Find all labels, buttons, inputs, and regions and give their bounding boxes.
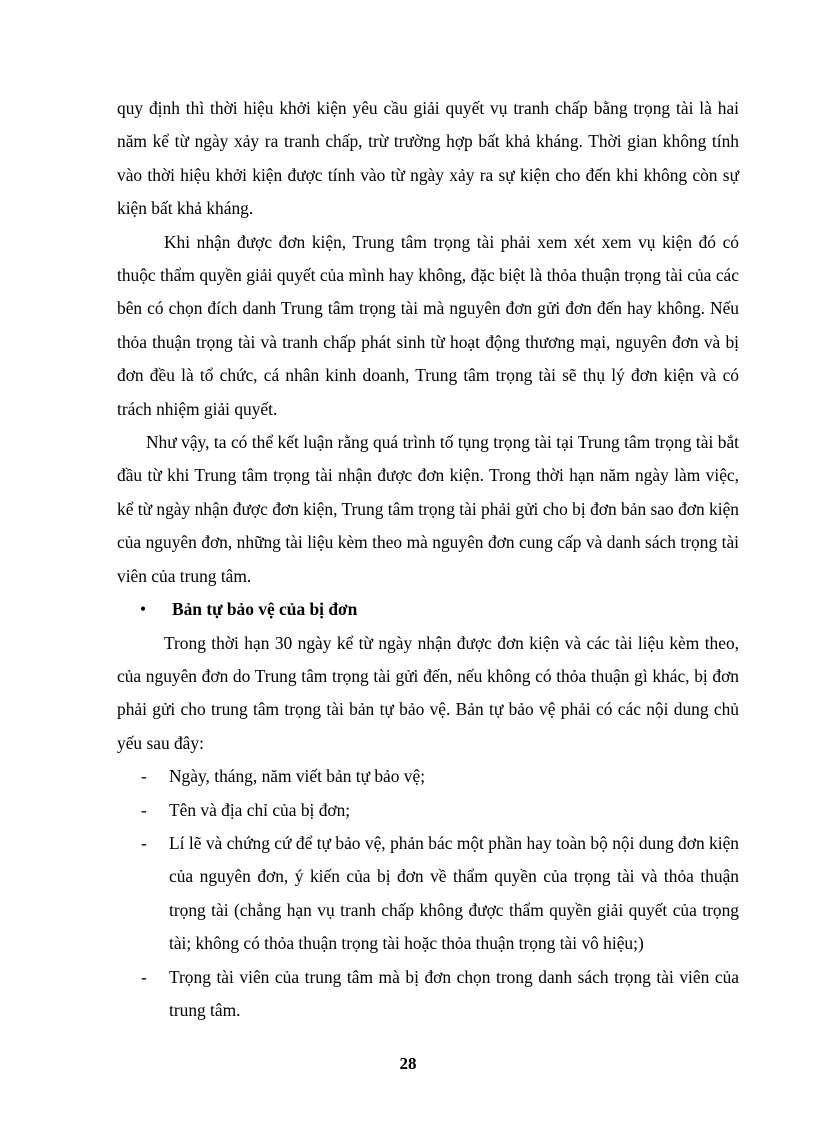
page-number: 28	[399, 1054, 417, 1073]
dash-marker: -	[141, 832, 147, 853]
list-item-text: Lí lẽ và chứng cứ để tự bảo vệ, phản bác một phần hay toàn bộ nội dung đơn kiện của nguyên đơn, ý kiến của bị đơn về thẩm quyền của trọng tài và thỏa thuận trọng tài (chẳng hạn vụ tranh chấp không được thẩm quyền giải quyết của trọng tài; không có thỏa thuận trọng tài hoặc thỏa thuận trọng tài vô hiệu;)	[169, 832, 739, 954]
list-item	[117, 827, 739, 961]
dash-marker: -	[141, 799, 147, 820]
body-text	[117, 92, 739, 1027]
paragraph-receiving-claim: Khi nhận được đơn kiện, Trung tâm trọng tài phải xem xét xem vụ kiện đó có thuộc thẩm quyền giải quyết của mình hay không, đặc biệt là thỏa thuận trọng tài của các bên có chọn đích danh Trung tâm trọng tài mà nguyên đơn gửi đơn đến hay không. Nếu thỏa thuận trọng tài và tranh chấp phát sinh từ hoạt động thương mại, nguyên đơn và bị đơn đều là tổ chức, cá nhân kinh doanh, Trung tâm trọng tài sẽ thụ lý đơn kiện và có trách nhiệm giải quyết.	[117, 231, 739, 419]
paragraph-limitation-period: quy định thì thời hiệu khởi kiện yêu cầu giải quyết vụ tranh chấp bằng trọng tài là hai năm kể từ ngày xảy ra tranh chấp, trừ trường hợp bất khả kháng. Thời gian không tính vào thời hiệu khởi kiện được tính vào từ ngày xảy ra sự kiện cho đến khi không còn sự kiện bất khả kháng.	[117, 98, 739, 219]
bullet-icon: •	[140, 599, 147, 620]
paragraph-defense-deadline: Trong thời hạn 30 ngày kể từ ngày nhận được đơn kiện và các tài liệu kèm theo, của nguyên đơn do Trung tâm trọng tài gửi đến, nếu không có thỏa thuận gì khác, bị đơn phải gửi cho trung tâm trọng tài bản tự bảo vệ. Bản tự bảo vệ phải có các nội dung chủ yếu sau đây:	[117, 632, 739, 753]
list-item-text: Trọng tài viên của trung tâm mà bị đơn chọn trong danh sách trọng tài viên của trung tâm.	[169, 966, 739, 1020]
dash-marker: -	[141, 766, 147, 787]
list-item-text: Tên và địa chỉ của bị đơn;	[169, 799, 351, 820]
section-heading	[117, 593, 739, 626]
list-item	[117, 961, 739, 1028]
section-heading-text: Bản tự bảo vệ của bị đơn	[172, 599, 358, 620]
paragraph-conclusion: Như vậy, ta có thể kết luận rằng quá trình tố tụng trọng tài tại Trung tâm trọng tài bắt đầu từ khi Trung tâm trọng tài nhận được đơn kiện. Trong thời hạn năm ngày làm việc, kể từ ngày nhận được đơn kiện, Trung tâm trọng tài phải gửi cho bị đơn bản sao đơn kiện của nguyên đơn, những tài liệu kèm theo mà nguyên đơn cung cấp và danh sách trọng tài viên của trung tâm.	[117, 432, 739, 586]
list-item-text: Ngày, tháng, năm viết bản tự bảo vệ;	[169, 766, 426, 787]
list-item	[117, 794, 739, 827]
dash-marker: -	[141, 966, 147, 987]
list-item	[117, 760, 739, 793]
